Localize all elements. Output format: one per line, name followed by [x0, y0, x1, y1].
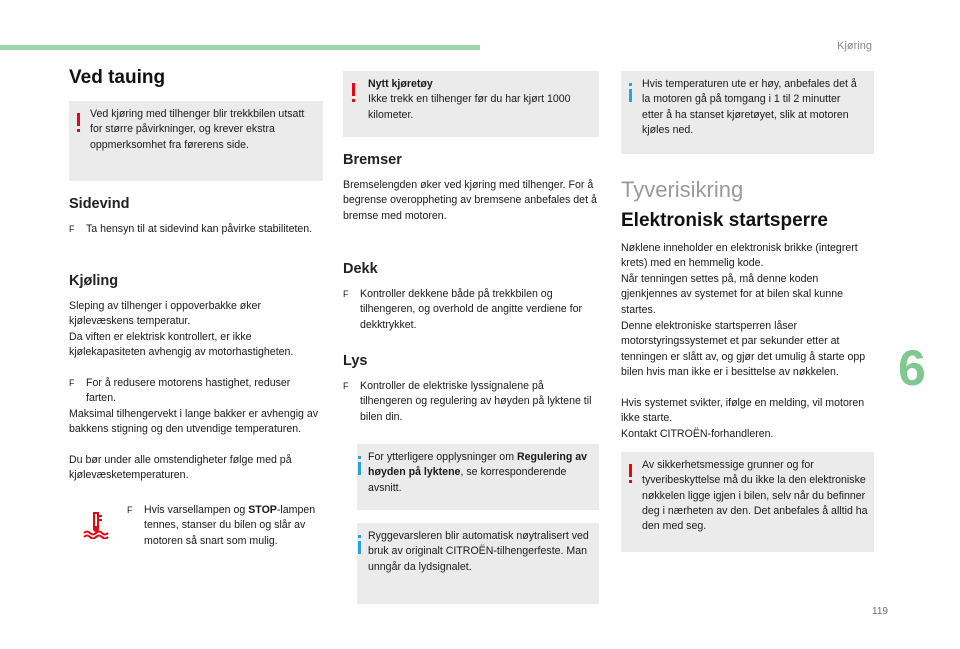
heading-kjoling: Kjøling [69, 273, 119, 289]
new-car-body: Ikke trekk en tilhenger før du har kjørt 1000 kilometer. [368, 93, 571, 121]
kjoling-paragraph-4: Du bør under alle omstendigheter følge med på kjølevæsketemperaturen. [69, 454, 292, 482]
immobiliser-paragraph-2: Når tenningen settes på, må denne koden gjenkjennes av systemet for at bilen skal kunne startes. [621, 273, 844, 316]
bullet-sidevind [69, 222, 323, 254]
bullet-dekk [343, 287, 599, 335]
new-car-text [368, 77, 588, 123]
immobiliser-paragraph-4: Hvis systemet svikter, ifølge en melding, vil motoren ikke starte. [621, 397, 865, 425]
page-number: 119 [872, 606, 888, 617]
warning-box-towing [69, 101, 323, 181]
info-text: For ytterligere opplysninger om Regulering av høyden på lyktene, se korresponderende avsnitt. [368, 451, 588, 494]
heading-bremser: Bremser [343, 152, 402, 168]
chapter-title: Kjøring [837, 40, 872, 52]
immobiliser-paragraph-1: Nøklene inneholder en elektronisk brikke (integrert krets) med en hemmelig kode. [621, 242, 858, 270]
warning-box-new-car [343, 71, 599, 137]
kjoling-paragraph-3: Maksimal tilhengervekt i lange bakker er avhengig av bakkens stigning og den utvendige temperaturen. [69, 408, 319, 436]
warning-text: Ved kjøring med tilhenger blir trekkbilen utsatt for større påvirkninger, og krever ekstra oppmerksomhet fra førerens side. [90, 108, 305, 151]
bullet-lys [343, 379, 599, 427]
kjoling-paragraph-1: Sleping av tilhenger i oppoverbakke øker kjølevæskens temperatur. [69, 300, 261, 328]
warning-box-key [621, 452, 874, 552]
bullet-glyph: F [343, 381, 349, 391]
bullet-text: For å redusere motorens hastighet, reduser farten. [86, 377, 291, 405]
bullet-text: Kontroller dekkene både på trekkbilen og tilhengeren, og overhold de angitte verdiene for dekktrykket. [360, 288, 583, 331]
bullet-stop-lamp [127, 503, 323, 567]
info-box-headlight [357, 444, 599, 510]
chapter-number-tab: 6 [898, 340, 926, 396]
coolant-temperature-icon [82, 511, 110, 544]
warning-text: Av sikkerhetsmessige grunner og for tyveribeskyttelse må du ikke la den elektroniske nøkkelen ligge igjen i bilen, selv når du befinner deg i nærheten av den. Det anbefales å alltid ha den med seg. [642, 459, 868, 533]
bullet-kjoling [69, 376, 323, 408]
bullet-glyph: F [69, 224, 75, 234]
section-title-anti-theft: Tyverisikring [621, 177, 744, 202]
bullet-glyph: F [69, 378, 75, 388]
bullet-glyph: F [127, 505, 133, 515]
bremser-text: Bremselengden øker ved kjøring med tilhenger. For å begrense overoppheting av bremsene anbefales det å bremse med motoren. [343, 179, 597, 222]
bullet-text: Ta hensyn til at sidevind kan påvirke stabiliteten. [86, 223, 313, 235]
new-car-title: Nytt kjøretøy [368, 78, 433, 90]
kjoling-paragraph-2: Da viften er elektrisk kontrollert, er ikke kjølekapasiteten avhengig av motorhastigheten. [69, 331, 294, 359]
bullet-glyph: F [343, 289, 349, 299]
bullet-text: Kontroller de elektriske lyssignalene på tilhengeren og regulering av høyden på lyktene til bilen din. [360, 380, 592, 423]
info-box-reverse-sensor [357, 523, 599, 604]
bullet-text: Hvis varsellampen og STOP-lampen tennes, stanser du bilen og slår av motoren så snart som mulig. [144, 504, 316, 547]
immobiliser-paragraph-3: Denne elektroniske startsperren låser motorstyringssystemet et par sekunder etter at tenningen er slått av, og gjør det umulig å starte opp bilen hvis man ikke er i besittelse av nøkkelen. [621, 320, 866, 378]
section-title-towing: Ved tauing [69, 67, 166, 88]
immobiliser-paragraph-5: Kontakt CITROËN-forhandleren. [621, 428, 774, 440]
info-box-cooldown [621, 71, 874, 154]
heading-lys: Lys [343, 353, 368, 369]
subsection-title-immobiliser: Elektronisk startsperre [621, 210, 828, 231]
header-accent-bar [0, 45, 480, 50]
heading-dekk: Dekk [343, 261, 378, 277]
heading-sidevind: Sidevind [69, 196, 130, 212]
info-text: Hvis temperaturen ute er høy, anbefales det å la motoren gå på tomgang i 1 til 2 minutter etter å ha stanset kjøretøyet, slik at motoren kjøles ned. [642, 78, 857, 136]
info-text: Ryggevarsleren blir automatisk nøytralisert ved bruk av originalt CITROËN-tilhengerfeste. Man unngår da lydsignalet. [368, 530, 589, 573]
